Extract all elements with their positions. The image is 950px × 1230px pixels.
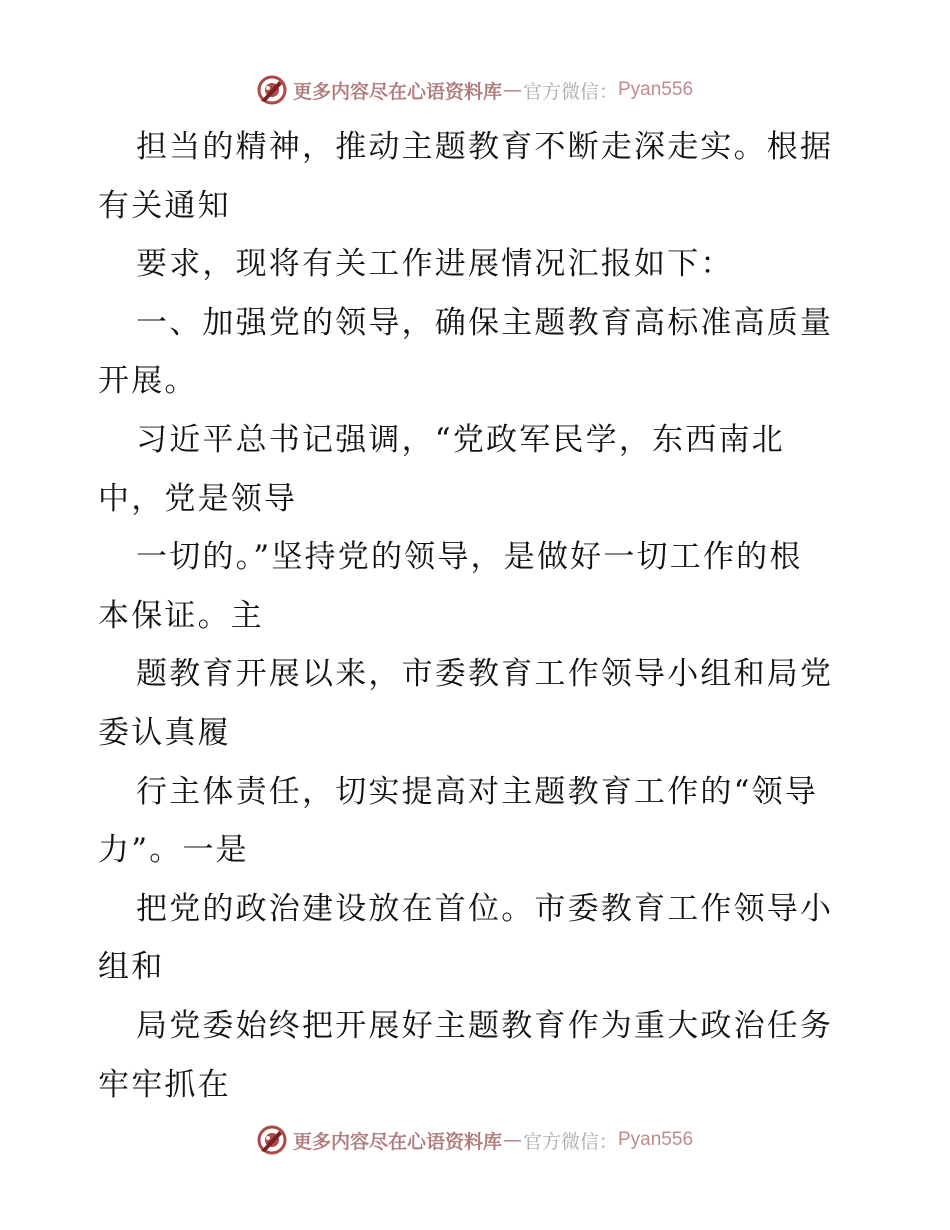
body-line: 委认真履 <box>98 714 231 751</box>
body-line: 一切的。”坚持党的领导，是做好一切工作的根 <box>136 539 803 576</box>
body-line: 组和 <box>98 949 165 986</box>
body-line: 题教育开展以来，市委教育工作领导小组和局党 <box>136 656 834 693</box>
document-body <box>98 118 858 1114</box>
body-line: 开展。 <box>98 363 198 400</box>
body-line: 要求，现将有关工作进展情况汇报如下： <box>136 246 734 283</box>
body-line: 有关通知 <box>98 187 231 224</box>
body-line: 习近平总书记强调，“党政军民学，东西南北 <box>136 421 785 458</box>
watermark-separator: — <box>502 79 522 101</box>
body-line: 局党委始终把开展好主题教育作为重大政治任务 <box>136 1007 834 1044</box>
body-line: 担当的精神，推动主题教育不断走深走实。根据 <box>136 129 834 165</box>
body-line: 本保证。主 <box>98 597 264 634</box>
watermark-separator: — <box>502 1129 522 1151</box>
body-line: 把党的政治建设放在首位。市委教育工作领导小 <box>136 890 834 927</box>
body-line: 一、加强党的领导，确保主题教育高标准高质量 <box>136 304 834 341</box>
watermark-official-label: 官方微信： <box>522 80 618 103</box>
footer-watermark <box>0 1122 950 1158</box>
watermark-official-label: 官方微信： <box>522 1130 618 1153</box>
body-line: 力”。一是 <box>98 832 249 869</box>
header-watermark <box>0 72 950 108</box>
watermark-brand-text: 更多内容尽在心语资料库 <box>292 80 502 103</box>
body-line: 中，党是领导 <box>98 480 298 517</box>
quill-seal-icon <box>257 75 287 105</box>
watermark-brand-text: 更多内容尽在心语资料库 <box>292 1130 502 1153</box>
body-line: 牢牢抓在 <box>98 1066 231 1103</box>
quill-seal-icon <box>257 1125 287 1155</box>
body-line: 行主体责任，切实提高对主题教育工作的“领导 <box>136 773 819 810</box>
watermark-wechat-id: Pyan556 <box>618 1129 694 1150</box>
watermark-wechat-id: Pyan556 <box>618 79 694 100</box>
